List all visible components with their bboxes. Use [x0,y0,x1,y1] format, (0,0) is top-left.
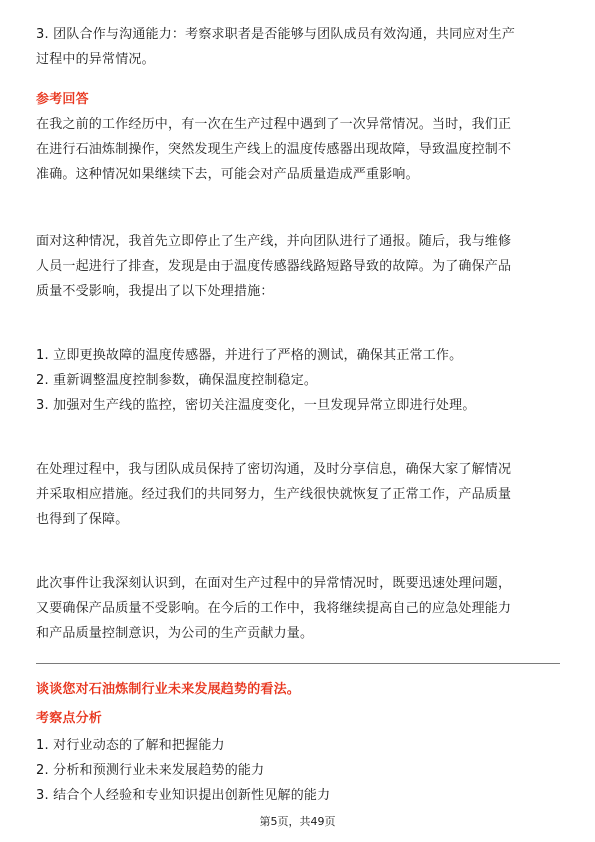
text-line: 在我之前的工作经历中，有一次在生产过程中遇到了一次异常情况。当时，我们正 [36,117,512,132]
analysis-list [36,733,560,808]
text-line: 3. 团队合作与沟通能力：考察求职者是否能够与团队成员有效沟通，共同应对生产 [36,27,516,42]
answer-paragraph-4 [36,571,560,646]
list-item: 2. 分析和预测行业未来发展趋势的能力 [36,763,265,778]
intro-criterion [36,22,560,72]
text-line: 准确。这种情况如果继续下去，可能会对产品质量造成严重影响。 [36,167,419,182]
text-line: 此次事件让我深刻认识到，在面对生产过程中的异常情况时，既要迅速处理问题， [36,576,512,591]
text-line: 面对这种情况，我首先立即停止了生产线，并向团队进行了通报。随后，我与维修 [36,234,512,249]
answer-paragraph-3 [36,457,560,532]
answer-paragraph-1 [36,112,560,187]
text-line: 在进行石油炼制操作，突然发现生产线上的温度传感器出现故障，导致温度控制不 [36,142,512,157]
answer-paragraph-2 [36,229,560,304]
text-line: 质量不受影响，我提出了以下处理措施： [36,284,274,299]
page-footer: 第5页，共49页 [259,815,336,828]
section-divider [36,663,560,664]
text-line: 过程中的异常情况。 [36,52,155,67]
list-item: 1. 立即更换故障的温度传感器，并进行了严格的测试，确保其正常工作。 [36,348,463,363]
text-line: 和产品质量控制意识，为公司的生产贡献力量。 [36,626,314,641]
question-heading: 谈谈您对石油炼制行业未来发展趋势的看法。 [36,682,301,697]
text-line: 并采取相应措施。经过我们的共同努力，生产线很快就恢复了正常工作，产品质量 [36,487,512,502]
list-item: 3. 加强对生产线的监控，密切关注温度变化，一旦发现异常立即进行处理。 [36,398,476,413]
text-line: 又要确保产品质量不受影响。在今后的工作中，我将继续提高自己的应急处理能力 [36,601,512,616]
text-line: 也得到了保障。 [36,512,129,527]
list-item: 2. 重新调整温度控制参数，确保温度控制稳定。 [36,373,318,388]
measures-list [36,343,560,418]
list-item: 1. 对行业动态的了解和把握能力 [36,738,225,753]
text-line: 人员一起进行了排查，发现是由于温度传感器线路短路导致的故障。为了确保产品 [36,259,512,274]
answer-heading: 参考回答 [36,92,89,107]
list-item: 3. 结合个人经验和专业知识提出创新性见解的能力 [36,788,331,803]
analysis-heading: 考察点分析 [36,711,103,726]
text-line: 在处理过程中，我与团队成员保持了密切沟通，及时分享信息，确保大家了解情况 [36,462,512,477]
